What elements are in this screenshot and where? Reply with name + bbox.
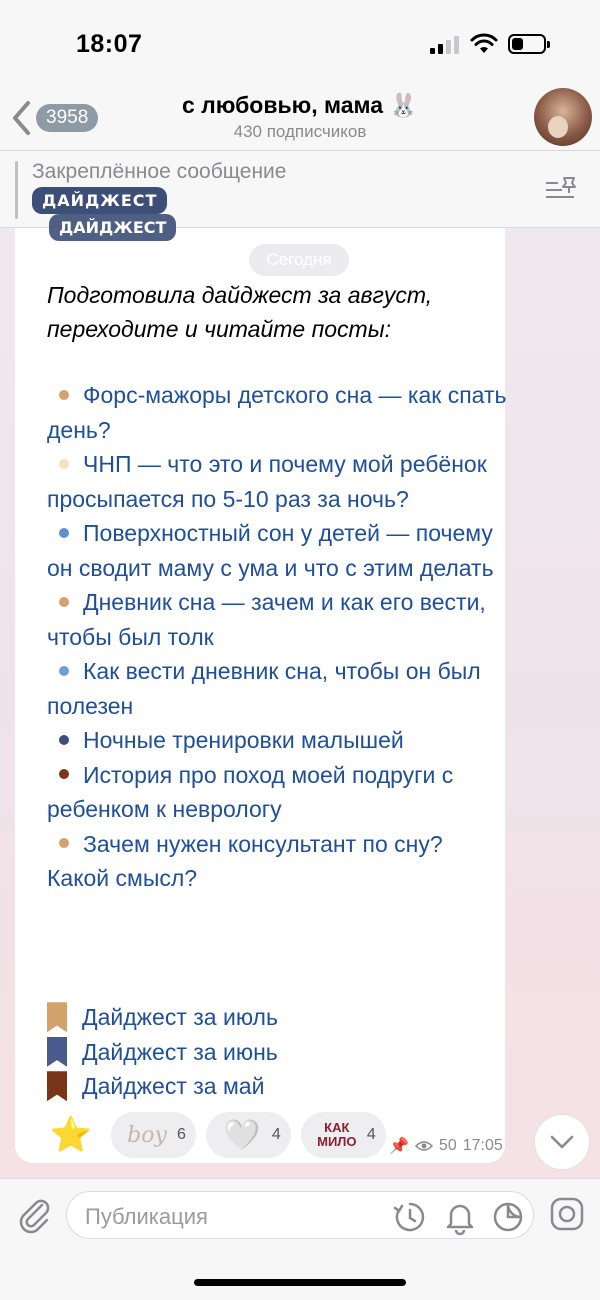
list-item[interactable]	[47, 447, 507, 516]
message-time: 17:05	[462, 1137, 503, 1154]
message-bubble[interactable]	[15, 218, 507, 1163]
post-link[interactable]: ЧНП — что это и почему мой ребёнок просыпается по 5-10 раз за ночь?	[47, 451, 487, 512]
message-input[interactable]	[66, 1191, 534, 1239]
chat-area[interactable]	[0, 218, 600, 1178]
list-item[interactable]	[47, 654, 507, 723]
home-indicator	[194, 1279, 406, 1286]
bullet-dot	[59, 769, 69, 779]
reaction-count: 4	[366, 1126, 376, 1143]
list-item[interactable]	[47, 827, 507, 896]
pinned-preview	[32, 187, 167, 214]
bullet-dot	[59, 597, 69, 607]
post-link[interactable]: Ночные тренировки малышей	[83, 727, 404, 753]
timer-icon[interactable]	[393, 1200, 427, 1234]
paperclip-icon[interactable]	[14, 1195, 54, 1235]
star-sticker-icon: ⭐	[49, 1116, 93, 1154]
wifi-icon	[470, 33, 498, 55]
post-link[interactable]: Дневник сна — зачем и как его вести, чтобы был толк	[47, 589, 486, 650]
list-item[interactable]	[47, 516, 507, 585]
pinned-list-icon[interactable]	[544, 175, 578, 201]
list-item[interactable]	[47, 378, 507, 447]
message-intro	[47, 278, 432, 346]
sticker-icon[interactable]	[491, 1200, 525, 1234]
digest-link-label[interactable]: Дайджест за май	[82, 1073, 265, 1099]
input-placeholder: Публикация	[85, 1204, 208, 1229]
heart-hand-icon: 🤍	[223, 1118, 261, 1152]
bell-icon[interactable]	[443, 1200, 477, 1234]
list-item[interactable]	[47, 758, 507, 827]
bookmark-icon	[47, 1002, 67, 1032]
bookmark-icon	[47, 1037, 67, 1067]
status-bar	[0, 0, 600, 90]
battery-level	[512, 38, 523, 50]
post-list	[47, 378, 507, 896]
kak-milo-sticker-icon: КАК МИЛО	[317, 1120, 357, 1149]
intro-line: переходите и читайте посты:	[47, 316, 392, 342]
digest-badge: ДАЙДЖЕСТ	[32, 187, 167, 214]
cellular-signal-icon	[430, 36, 462, 54]
message-meta	[389, 1136, 503, 1156]
reaction-kak-milo[interactable]	[301, 1112, 386, 1158]
bullet-dot	[59, 735, 69, 745]
list-item[interactable]	[47, 723, 507, 758]
bullet-dot	[59, 390, 69, 400]
post-link[interactable]: История про поход моей подруги с ребенком к неврологу	[47, 761, 454, 822]
reaction-boy[interactable]	[111, 1112, 196, 1158]
digest-link-label[interactable]: Дайджест за июнь	[82, 1038, 278, 1065]
list-item[interactable]	[47, 585, 507, 654]
reaction-count: 6	[177, 1126, 186, 1143]
reaction-star[interactable]	[41, 1112, 101, 1158]
pin-icon: 📌	[389, 1138, 409, 1155]
eye-icon	[415, 1140, 433, 1152]
digest-link[interactable]	[47, 1000, 278, 1035]
reaction-heart[interactable]	[206, 1112, 291, 1158]
digest-link[interactable]	[47, 1035, 278, 1070]
chat-header	[0, 90, 600, 150]
battery-icon	[508, 34, 546, 54]
pinned-indicator	[15, 161, 18, 219]
camera-icon[interactable]	[548, 1195, 586, 1233]
date-chip: Сегодня	[249, 244, 349, 276]
boy-sticker-icon: boy	[127, 1122, 167, 1148]
chevron-down-icon	[549, 1134, 575, 1150]
message-digest-badge: ДАЙДЖЕСТ	[49, 214, 176, 241]
post-link[interactable]: Зачем нужен консультант по сну? Какой смысл?	[47, 830, 443, 891]
digest-links	[47, 1000, 278, 1104]
status-time: 18:07	[76, 30, 143, 58]
bullet-dot	[59, 459, 69, 469]
channel-title[interactable]: с любовью, мама 🐰	[181, 92, 419, 118]
scroll-down-button[interactable]	[534, 1114, 590, 1170]
subscriber-count: 430 подписчиков	[233, 122, 367, 141]
pinned-label: Закреплённое сообщение	[32, 160, 287, 183]
bullet-dot	[59, 666, 69, 676]
digest-link-label[interactable]: Дайджест за июль	[82, 1004, 278, 1030]
view-count: 50	[438, 1137, 457, 1154]
post-link[interactable]: Поверхностный сон у детей — почему он сводит маму с ума и что с этим делать	[47, 520, 494, 581]
reaction-count: 4	[271, 1126, 281, 1143]
channel-avatar[interactable]	[534, 88, 592, 146]
reactions-row	[41, 1112, 386, 1158]
bullet-dot	[59, 528, 69, 538]
unread-count-badge: 3958	[36, 104, 98, 132]
digest-link[interactable]	[47, 1069, 278, 1104]
composer	[0, 1178, 600, 1300]
post-link[interactable]: Форс-мажоры детского сна — как спать день?	[47, 382, 507, 443]
bookmark-icon	[47, 1071, 67, 1101]
intro-line: Подготовила дайджест за август,	[47, 282, 433, 308]
bullet-dot	[59, 838, 69, 848]
post-link[interactable]: Как вести дневник сна, чтобы он был полезен	[47, 658, 481, 719]
